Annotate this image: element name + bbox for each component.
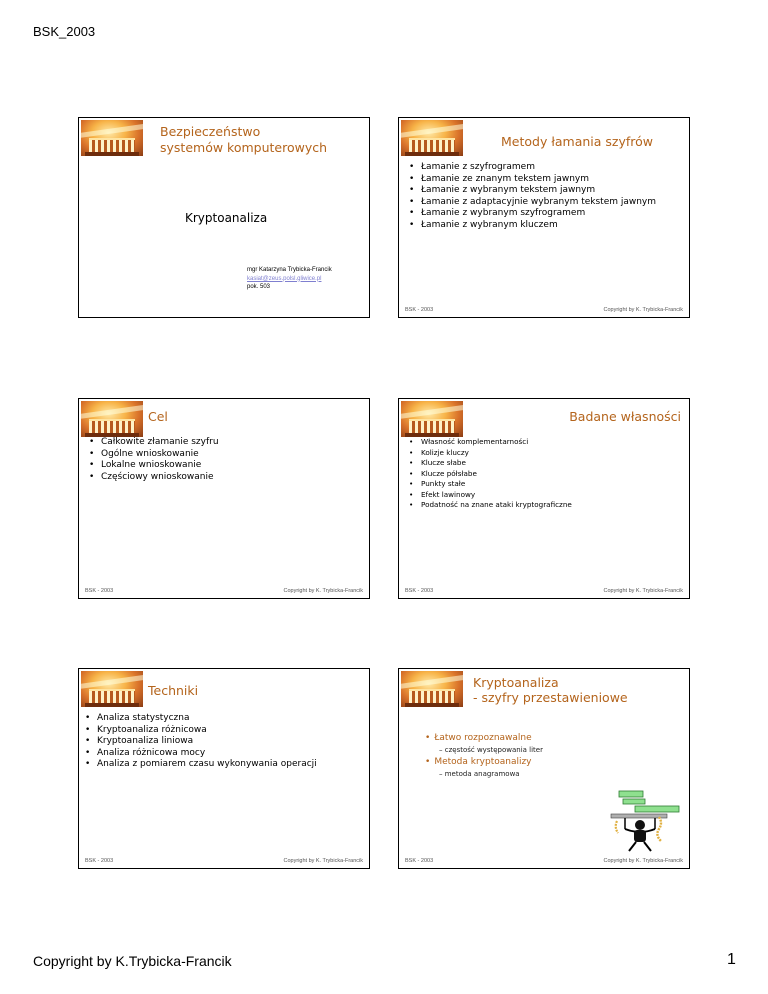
slide-4-properties xyxy=(398,398,690,599)
list-item: • Łamanie z wybranym tekstem jawnym xyxy=(409,185,656,197)
list-item: • Kolizje kluczy xyxy=(409,448,572,459)
list-item: • Łamanie z wybranym kluczem xyxy=(409,220,656,232)
slide-6-title-line1: Kryptoanaliza xyxy=(473,675,559,690)
list-item: • Kryptoanaliza liniowa xyxy=(85,736,317,748)
slide-4-bullet-list xyxy=(409,437,572,511)
slide-4-title: Badane własności xyxy=(569,409,681,424)
author-room: pok. 503 xyxy=(247,284,271,290)
slide-logo-image xyxy=(81,120,143,156)
slide-6-point-1: • Łatwo rozpoznawalne xyxy=(425,733,532,743)
slide-footer-right: Copyright by K. Trybicka-Francik xyxy=(603,858,683,864)
slide-3-bullet-list xyxy=(89,437,219,483)
author-name: mgr Katarzyna Trybicka-Francik xyxy=(247,267,332,273)
slide-6-point-2: • Metoda kryptoanalizy xyxy=(425,757,532,767)
list-item: • Podatność na znane ataki kryptograficzne xyxy=(409,500,572,511)
slide-1-title xyxy=(78,117,370,318)
slide-1-title-line1: Bezpieczeństwo xyxy=(160,124,261,139)
figure-lifting-blocks-clipart xyxy=(605,781,685,853)
slide-footer-right: Copyright by K. Trybicka-Francik xyxy=(283,588,363,594)
slide-logo-image xyxy=(401,401,463,437)
slide-logo-image xyxy=(81,401,143,437)
slide-5-bullet-list xyxy=(85,713,317,771)
list-item: • Łamanie z adaptacyjnie wybranym tekstem jawnym xyxy=(409,197,656,209)
slide-1-topic: Kryptoanaliza xyxy=(185,211,268,225)
slide-footer-right: Copyright by K. Trybicka-Francik xyxy=(283,858,363,864)
list-item: • Łamanie z szyfrogramem xyxy=(409,162,656,174)
slide-6-title-line2: - szyfry przestawieniowe xyxy=(473,690,628,705)
list-item: • Łamanie z wybranym szyfrogramem xyxy=(409,208,656,220)
author-email-link[interactable]: kasiat@zeus.polsl.gliwice.pl xyxy=(247,275,322,282)
list-item: • Łamanie ze znanym tekstem jawnym xyxy=(409,174,656,186)
list-item: • Analiza z pomiarem czasu wykonywania operacji xyxy=(85,759,317,771)
slide-footer-left: BSK - 2003 xyxy=(405,588,434,594)
list-item: • Analiza statystyczna xyxy=(85,713,317,725)
slide-footer-right: Copyright by K. Trybicka-Francik xyxy=(603,307,683,313)
list-item: • Lokalne wnioskowanie xyxy=(89,460,219,472)
page-footer-copyright: Copyright by K.Trybicka-Francik xyxy=(33,953,232,969)
list-item: • Efekt lawinowy xyxy=(409,490,572,501)
slide-3-title: Cel xyxy=(148,409,168,424)
slide-footer-left: BSK - 2003 xyxy=(85,588,114,594)
page-number: 1 xyxy=(727,951,736,968)
slide-logo-image xyxy=(401,671,463,707)
list-item: • Punkty stałe xyxy=(409,479,572,490)
list-item: • Klucze słabe xyxy=(409,458,572,469)
slide-logo-image xyxy=(81,671,143,707)
slide-footer-left: BSK - 2003 xyxy=(405,858,434,864)
list-item: • Klucze półsłabe xyxy=(409,469,572,480)
slide-6-transposition xyxy=(398,668,690,869)
list-item: • Analiza różnicowa mocy xyxy=(85,748,317,760)
slide-2-methods xyxy=(398,117,690,318)
slide-2-title: Metody łamania szyfrów xyxy=(500,134,653,149)
slide-5-techniques xyxy=(78,668,370,869)
slide-5-title: Techniki xyxy=(148,683,199,698)
slide-6-subpoint-2: – metoda anagramowa xyxy=(439,770,520,778)
slide-2-bullet-list xyxy=(409,162,656,231)
slide-logo-image xyxy=(401,120,463,156)
slide-footer-left: BSK - 2003 xyxy=(85,858,114,864)
slide-footer-right: Copyright by K. Trybicka-Francik xyxy=(603,588,683,594)
slide-footer-left: BSK - 2003 xyxy=(405,307,434,313)
page-header: BSK_2003 xyxy=(33,24,96,39)
slide-6-subpoint-1: – częstość występowania liter xyxy=(439,746,543,754)
list-item: • Całkowite złamanie szyfru xyxy=(89,437,219,449)
list-item: • Kryptoanaliza różnicowa xyxy=(85,725,317,737)
slide-1-title-line2: systemów komputerowych xyxy=(160,140,328,155)
list-item: • Częściowy wnioskowanie xyxy=(89,472,219,484)
list-item: • Własność komplementarności xyxy=(409,437,572,448)
slide-3-goal xyxy=(78,398,370,599)
list-item: • Ogólne wnioskowanie xyxy=(89,449,219,461)
